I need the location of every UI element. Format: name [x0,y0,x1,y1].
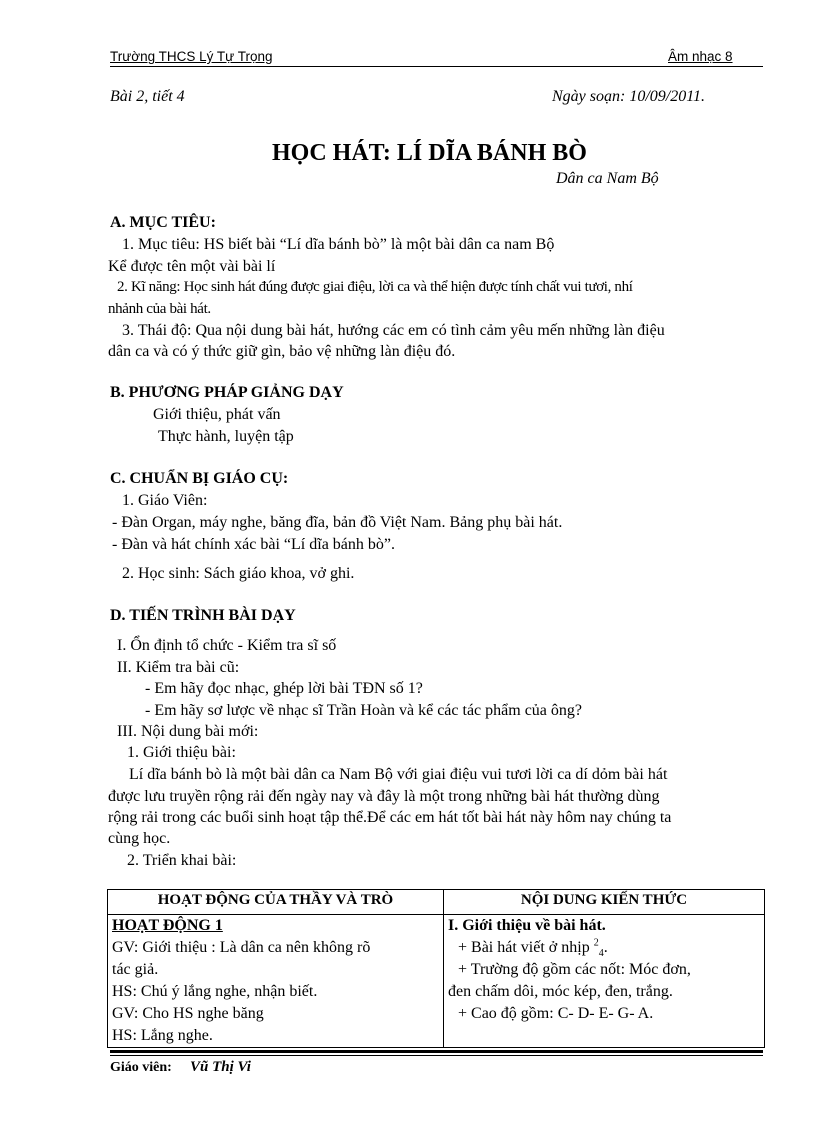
content-line-text: + Bài hát viết ở nhịp [458,939,590,956]
activity-line: HS: Chú ý lắng nghe, nhận biết. [112,983,318,1000]
activity-line: GV: Giới thiệu : Là dân ca nên không rõ [112,939,371,956]
intro-paragraph-line: Lí dĩa bánh bò là một bài dân ca Nam Bộ với giai điệu vui tươi lời ca dí dỏm bài hát [129,766,668,783]
section-a-line: 1. Mục tiêu: HS biết bài “Lí dĩa bánh bò” là một bài dân ca nam Bộ [122,236,555,253]
school-name: Trường THCS Lý Tự Trọng [110,49,273,64]
section-a-line: 3. Thái độ: Qua nội dung bài hát, hướng các em có tình cảm yêu mến những làn điệu [122,322,665,339]
footer-rule-thick [110,1050,763,1053]
section-d-line: III. Nội dung bài mới: [117,723,259,740]
table-header-row [108,890,765,915]
section-a-line: nhảnh của bài hát. [108,301,211,317]
time-signature-bottom: 4 [598,948,604,960]
section-b-line: Thực hành, luyện tập [158,428,294,445]
section-c-heading: C. CHUẨN BỊ GIÁO CỤ: [110,470,289,487]
activity-line: GV: Cho HS nghe băng [112,1005,264,1022]
section-d-line: I. Ổn định tổ chức - Kiểm tra sĩ số [117,637,337,654]
section-d-line: 1. Giới thiệu bài: [127,744,236,761]
activity-line: HS: Lắng nghe. [112,1027,213,1044]
section-a-line: 2. Kĩ năng: Học sinh hát đúng được giai điệu, lời ca và thể hiện được tính chất vui tươi, nhí [117,279,633,295]
table-row [108,915,765,1048]
content-heading: I. Giới thiệu về bài hát. [448,917,606,934]
content-cell [444,915,765,1048]
header-rule [110,66,763,67]
content-line: đen chấm dôi, móc kép, đen, trắng. [448,983,673,1000]
section-b-heading: B. PHƯƠNG PHÁP GIẢNG DẠY [110,384,344,401]
subtitle: Dân ca Nam Bộ [556,170,659,187]
section-c-line: 1. Giáo Viên: [122,492,208,509]
lesson-activity-table [107,889,765,1048]
subject-name: Âm nhạc 8 [668,49,733,64]
section-c-line: 2. Học sinh: Sách giáo khoa, vở ghi. [122,565,355,582]
lesson-number: Bài 2, tiết 4 [110,88,185,105]
activity-line: tác giả. [112,961,159,978]
section-d-line: II. Kiểm tra bài cũ: [117,659,240,676]
content-line: + Trường độ gồm các nốt: Móc đơn, [458,961,691,978]
section-d-line: 2. Triển khai bài: [127,852,237,869]
section-c-line: - Đàn Organ, máy nghe, băng đĩa, bản đồ Việt Nam. Bảng phụ bài hát. [112,514,563,531]
table-header-activity: HOẠT ĐỘNG CỦA THẦY VÀ TRÒ [108,890,444,915]
table-header-content: NỘI DUNG KIẾN THỨC [444,890,765,915]
section-a-heading: A. MỤC TIÊU: [110,214,216,231]
time-signature-top: 2 [593,937,599,949]
section-d-line: - Em hãy đọc nhạc, ghép lời bài TĐN số 1? [145,680,423,697]
page-title: HỌC HÁT: LÍ DĨA BÁNH BÒ [272,140,587,166]
section-c-line: - Đàn và hát chính xác bài “Lí dĩa bánh bò”. [112,536,395,553]
teacher-label: Giáo viên: [110,1060,172,1075]
activity-heading: HOẠT ĐỘNG 1 [112,917,223,934]
intro-paragraph-line: cùng học. [108,830,171,847]
section-a-line: Kể được tên một vài bài lí [108,258,276,275]
section-d-heading: D. TIẾN TRÌNH BÀI DẠY [110,607,296,624]
prep-date: Ngày soạn: 10/09/2011. [552,88,706,105]
activity-cell [108,915,444,1048]
content-line: + Cao độ gồm: C- D- E- G- A. [458,1005,654,1022]
intro-paragraph-line: rộng rải trong các buổi sinh hoạt tập thể.Để các em hát tốt bài hát này hôm nay chúng ta [108,809,672,826]
section-b-line: Giới thiệu, phát vấn [153,406,281,423]
content-line: + Bài hát viết ở nhịp $^2_4$. [458,937,608,960]
intro-paragraph-line: được lưu truyền rộng rải đến ngày nay và đây là một trong những bài hát thường dùng [108,788,660,805]
teacher-name: Vũ Thị Vi [190,1059,251,1075]
footer-rule-thin [110,1055,763,1056]
section-a-line: dân ca và có ý thức giữ gìn, bảo vệ những làn điệu đó. [108,343,456,360]
section-d-line: - Em hãy sơ lược về nhạc sĩ Trần Hoàn và kể các tác phẩm của ông? [145,702,583,719]
